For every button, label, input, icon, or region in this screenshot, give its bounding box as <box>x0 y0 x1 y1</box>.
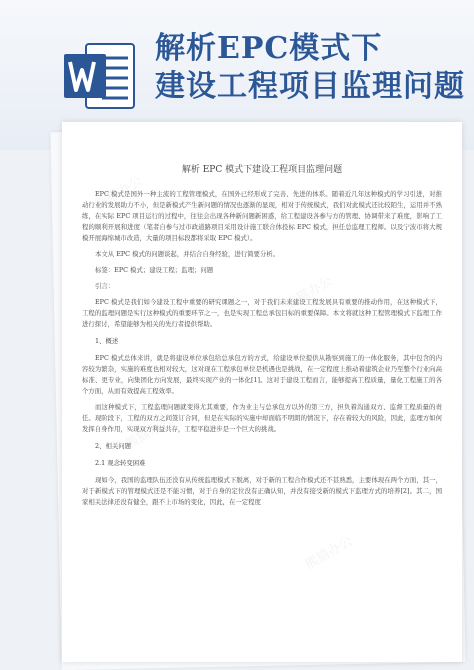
word-document-icon <box>62 40 138 112</box>
section-2-paragraph-1: 现如今，我国的监理队伍还没有从传统监理模式下脱离，对于新的工程合作模式还不甚熟悉，主要体现在两个方面，其一，对于新模式下的管理模式还是不能习惯，对于自身的定位没有正确认知，并没有接受新的模式下监理方式的培养[2]。其二，国家相关法律还没有健全，跟不上市场的变化，因此，在一定程度 <box>82 476 442 506</box>
document-title: 解析 EPC 模式下建设工程项目监理问题 <box>181 165 343 175</box>
section-1-paragraph-1: EPC 模式总体来讲，就是将建设单位承包给总承包方的方式，给建设单位提供从勘察到施工的一体化服务，其中包含的内容较为繁杂，实施的难度也相对较大，这对现在工程承包单位是机遇也是挑战，在一定程度上推动着建筑企业乃至整个行业向高标准、更专业，向集团化方向发展，最终实现产业的一体化[1]。这对于建设工程而言，能够提高工程质量，量化工程施工的各个方面，从而有效提高工程效率。 <box>82 354 442 395</box>
watermark: 熊猫办公 <box>302 533 356 573</box>
section-1-heading: 1、概述 <box>95 337 119 345</box>
title-line-1: 解析EPC模式下 <box>155 31 383 66</box>
section-2-heading: 2、相关问题 <box>95 442 132 450</box>
watermark: 熊猫办公 <box>92 173 146 213</box>
section-2-subheading: 2.1 观念转变困难 <box>95 459 146 467</box>
keywords-paragraph: 标签：EPC 模式；建设工程；监理；问题 <box>95 266 214 274</box>
section-1-paragraph-2: 而这种模式下，工程监理问题就变得尤其重要，作为业主与总承包方以外的第三方，担负着沟通双方、监督工程质量的责任。现阶段下，工程的双方之间签订合同，但是在实际的实施中却面临不明朗的情况下，存在着较大的风险，因此，监理方如何发挥自身作用，实现双方利益共存，工程平稳进步是一个巨大的挑战。 <box>82 403 442 433</box>
document-page <box>62 122 462 662</box>
abstract-paragraph: 本文从 EPC 模式的问题谈起，并结合自身经验，进行简要分析。 <box>95 250 280 258</box>
intro-paragraph: EPC 模式是国外一种主流的工程管理模式，在国外已经形成了完善、先进的体系。随着近几年这种模式的学习引进，对推动行业的发展助力不小，但是新模式产生新问题的情况也逐渐的显现，相对于传统模式，我们对此模式还比较陌生，运用并不熟练，在实际 EPC 项目运行的过程中，往往会出现各种新问题新困惑，给工程建设各参与方的管理、协调带来了难度，影响了工程的顺利开展和进度（笔者自参与过市政道路项目采用设计施工联合体投标 EPC 模式，担任总监理工程师。以及宁波市将大规模开展海绵城市改造，大量的项目标段都将采取 EPC 模式）。 <box>82 190 442 242</box>
watermark: 熊猫办公 <box>122 413 176 453</box>
document-body <box>82 162 442 513</box>
watermark: 熊猫办公 <box>282 273 336 313</box>
preface-paragraph: EPC 模式是我们如今建设工程中重要的研究课题之一，对于我们未来建设工程发展具有重要的推动作用，在这种模式下，工程的监理问题是实行这种模式的重要环节之一，也是实现工程总承包目标的重要保障。本文将就这种工程管理模式下监理工作进行探讨，希望能够为相关的先行者提供帮助。 <box>82 298 442 328</box>
title-line-2: 建设工程项目监理问题 <box>155 69 465 104</box>
page-title <box>155 30 465 106</box>
preface-label: 引言： <box>95 282 115 290</box>
